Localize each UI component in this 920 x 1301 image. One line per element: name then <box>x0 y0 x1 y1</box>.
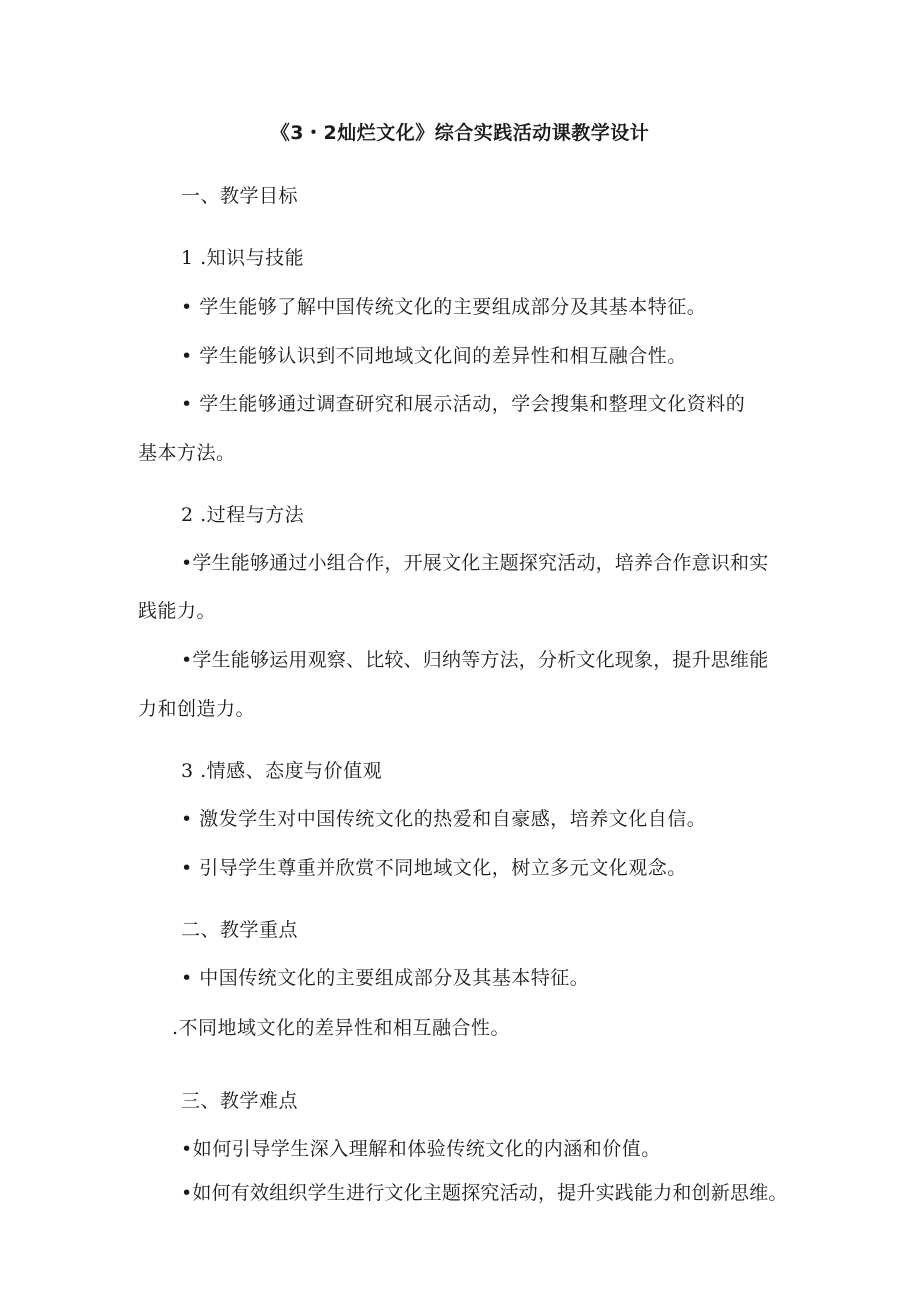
section-heading-key-points: 二、教学重点 <box>181 919 299 941</box>
section-heading-objectives: 一、教学目标 <box>181 185 299 207</box>
bullet-item-continuation: 践能力。 <box>138 600 217 622</box>
bullet-item: • 激发学生对中国传统文化的热爱和自豪感，培养文化自信。 <box>181 808 707 830</box>
bullet-item-continuation: 基本方法。 <box>138 442 236 464</box>
bullet-item: • 学生能够认识到不同地域文化间的差异性和相互融合性。 <box>181 345 687 367</box>
bullet-item: • 学生能够了解中国传统文化的主要组成部分及其基本特征。 <box>181 296 707 318</box>
bullet-item: •如何有效组织学生进行文化主题探究活动，提升实践能力和创新思维。 <box>181 1182 788 1204</box>
bullet-item: •如何引导学生深入理解和体验传统文化的内涵和价值。 <box>181 1138 661 1160</box>
bullet-item: • 中国传统文化的主要组成部分及其基本特征。 <box>181 967 590 989</box>
bullet-item: • 学生能够通过调查研究和展示活动，学会搜集和整理文化资料的 <box>181 393 746 415</box>
bullet-item: • 引导学生尊重并欣赏不同地域文化，树立多元文化观念。 <box>181 857 687 879</box>
bullet-item: •学生能够运用观察、比较、归纳等方法，分析文化现象，提升思维能 <box>181 649 769 671</box>
subheading-knowledge-skills: 1 .知识与技能 <box>181 247 305 269</box>
section-heading-difficulties: 三、教学难点 <box>181 1090 299 1112</box>
subheading-attitudes-values: 3 .情感、态度与价值观 <box>181 760 383 782</box>
bullet-item-continuation: 力和创造力。 <box>138 698 256 720</box>
bullet-item: .不同地域文化的差异性和相互融合性。 <box>172 1017 511 1039</box>
bullet-item: •学生能够通过小组合作，开展文化主题探究活动，培养合作意识和实 <box>181 552 769 574</box>
subheading-process-methods: 2 .过程与方法 <box>181 504 305 526</box>
document-title: 《3・2灿烂文化》综合实践活动课教学设计 <box>270 122 650 144</box>
